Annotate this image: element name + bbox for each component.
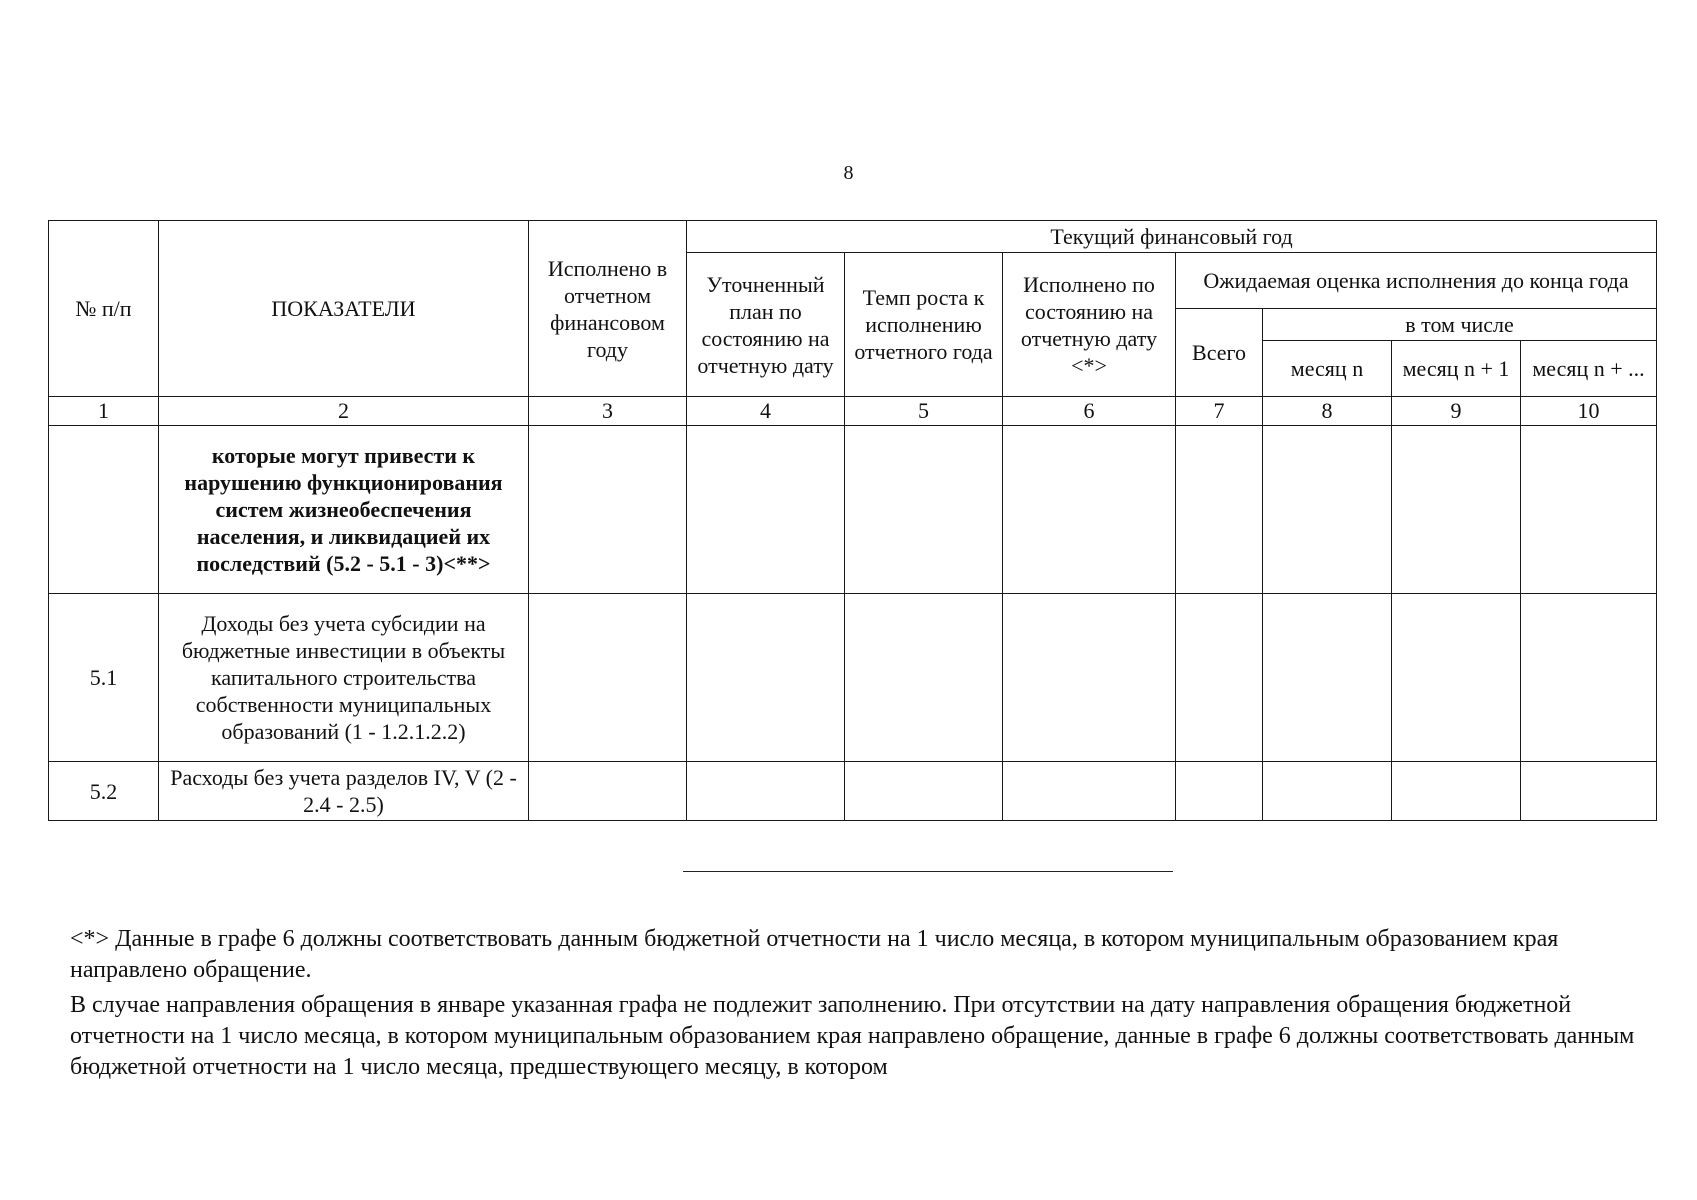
empty-cell [1263,762,1392,821]
empty-cell [845,762,1003,821]
row-num: 5.1 [49,594,159,762]
empty-cell [529,594,687,762]
header-month-n-plus-more: месяц n + ... [1521,341,1657,397]
empty-cell [1392,594,1521,762]
column-number: 4 [687,397,845,426]
empty-cell [1521,426,1657,594]
column-number: 2 [159,397,529,426]
table-row [49,762,1657,821]
empty-cell [1263,426,1392,594]
footnote-1: <*> Данные в графе 6 должны соответствовать данным бюджетной отчетности на 1 число месяца, в котором муниципальным образованием края направлено обращение. [70,926,1559,983]
column-number: 7 [1176,397,1263,426]
empty-cell [1176,762,1263,821]
footnote-separator [683,871,1173,872]
empty-cell [1003,426,1176,594]
empty-cell [687,594,845,762]
empty-cell [845,426,1003,594]
header-indicators: ПОКАЗАТЕЛИ [159,221,529,397]
header-executed-on-date: Исполнено по состоянию на отчетную дату <*> [1003,253,1176,397]
empty-cell [1263,594,1392,762]
empty-cell [687,426,845,594]
row-num [49,426,159,594]
row-indicator-text: Доходы без учета субсидии на бюджетные инвестиции в объекты капитального строительства собственности муниципальных образований (1 - 1.2.1.2.2) [159,594,529,762]
header-refined-plan: Уточненный план по состоянию на отчетную дату [687,253,845,397]
header-month-n: месяц n [1263,341,1392,397]
header-including: в том числе [1263,309,1657,341]
table-row [49,426,1657,594]
empty-cell [1392,426,1521,594]
header-growth-rate: Темп роста к исполнению отчетного года [845,253,1003,397]
column-number: 9 [1392,397,1521,426]
footnote-2: В случае направления обращения в январе указанная графа не подлежит заполнению. При отсутствии на дату направления обращения бюджетной отчетности на 1 число месяца, в котором муниципальным образованием края направлено обращение, данные в графе 6 должны соответствовать данным бюджетной отчетности на 1 число месяца, предшествующего месяцу, в котором [70,992,1635,1080]
empty-cell [687,762,845,821]
header-total: Всего [1176,309,1263,397]
empty-cell [1003,762,1176,821]
empty-cell [1003,594,1176,762]
column-number: 10 [1521,397,1657,426]
financial-indicators-table [48,220,1657,821]
row-indicator-text: Расходы без учета разделов IV, V (2 - 2.4 - 2.5) [159,762,529,821]
column-number: 5 [845,397,1003,426]
row-indicator-text: которые могут привести к нарушению функционирования систем жизнеобеспечения населения, и ликвидацией их последствий (5.2 - 5.1 - 3)<**> [159,426,529,594]
column-number: 6 [1003,397,1176,426]
empty-cell [845,594,1003,762]
empty-cell [529,762,687,821]
column-number: 8 [1263,397,1392,426]
header-current-year: Текущий финансовый год [687,221,1657,253]
page-number: 8 [843,162,854,184]
empty-cell [1176,426,1263,594]
header-expected-estimate: Ожидаемая оценка исполнения до конца года [1176,253,1657,309]
header-executed-prev-year: Исполнено в отчетном финансовом году [529,221,687,397]
empty-cell [1521,762,1657,821]
empty-cell [529,426,687,594]
column-number: 3 [529,397,687,426]
table-row [49,594,1657,762]
row-num: 5.2 [49,762,159,821]
empty-cell [1521,594,1657,762]
header-month-n-plus-1: месяц n + 1 [1392,341,1521,397]
header-num: № п/п [49,221,159,397]
column-number: 1 [49,397,159,426]
column-numbers-row [49,397,1657,426]
empty-cell [1176,594,1263,762]
empty-cell [1392,762,1521,821]
